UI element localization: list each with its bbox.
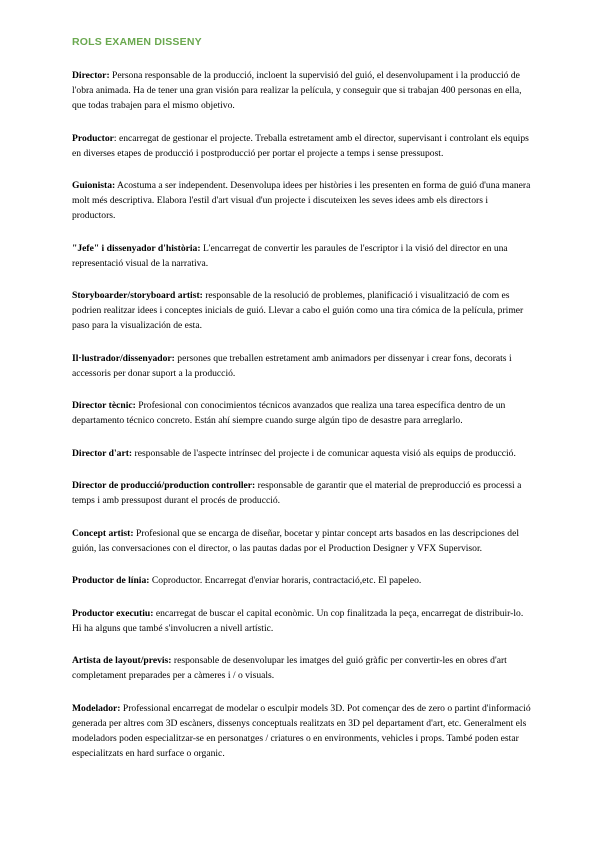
role-entry-director xyxy=(72,68,532,113)
role-definition: Coproductor. Encarregat d'enviar horaris, contractació,etc. El papeleo. xyxy=(149,575,422,586)
role-entry-guionista xyxy=(72,178,532,223)
role-term: Storyboarder/storyboard artist: xyxy=(72,290,203,301)
role-term: Productor executiu: xyxy=(72,607,154,619)
role-entry-artista-layout xyxy=(72,653,532,683)
role-entry-jefe-dissenyador-historia xyxy=(72,241,532,271)
role-term: Artista de layout/previs: xyxy=(72,655,172,666)
role-definition: responsable de la resolució de problemes, planificació i visualització de com es podrien realitzar idees i conceptes inicials de guió. Llevar a cabo el guión como una tira cómica de la película, primer paso para la visualización de esta. xyxy=(72,290,524,331)
role-term: Director tècnic: xyxy=(72,400,136,411)
role-definition: : encarregat de gestionar el projecte. Treballa estretament amb el director, supervisant i controlant els equips en diverses etapes de producció i postproducció per portar el projecte a temps i sense pressupost. xyxy=(72,132,529,159)
role-definition: responsable de l'aspecte intrínsec del projecte i de comunicar aquesta visió als equips de producció. xyxy=(132,447,516,459)
role-definition: L'encarregat de convertir les paraules de l'escriptor i la visió del director en una representació visual de la narrativa. xyxy=(72,242,508,269)
role-term: Il·lustrador/dissenyador: xyxy=(72,352,175,364)
role-term: Modelador: xyxy=(72,702,121,714)
role-list xyxy=(72,68,532,778)
role-definition: encarregat de buscar el capital econòmic. Un cop finalitzada la peça, encarregat de distribuir-lo. Hi ha alguns que també s'involucren a nivell artístic. xyxy=(72,607,524,634)
role-entry-storyboarder xyxy=(72,288,532,333)
role-definition: responsable de desenvolupar les imatges del guió gràfic per convertir-les en obres d'art completament preparades per a càmeres i / o visuals. xyxy=(72,655,507,681)
role-entry-illustrador xyxy=(72,351,532,381)
role-term: Concept artist: xyxy=(72,527,134,539)
role-term: Director d'art: xyxy=(72,447,133,459)
role-entry-director-tecnic xyxy=(72,398,532,428)
role-definition: persones que treballen estretament amb animadors per dissenyar i crear fons, decorats i accessoris per donar suport a la producció. xyxy=(72,352,512,379)
role-term: Director: xyxy=(72,70,110,81)
role-term: "Jefe" i dissenyador d'història: xyxy=(72,242,201,254)
role-term: Director de producció/production controller: xyxy=(72,480,256,491)
role-entry-director-produccio xyxy=(72,478,532,508)
role-definition: Professional encarregat de modelar o esculpir models 3D. Pot començar des de zero o partint d'informació generada per altres com 3D escàners, dissenys conceptuals realitzats en 3D pel departament d'art, etc. Generalment els modeladors poden especialitzar-se en personatges / criatures o en environments, vehicles i props. També poden estar especialitzats en hard surface o organic. xyxy=(72,702,531,759)
role-entry-productor xyxy=(72,131,532,161)
role-term: Productor xyxy=(72,132,114,144)
role-term: Guionista: xyxy=(72,180,116,191)
role-entry-modelador xyxy=(72,701,532,761)
document-title: ROLS EXAMEN DISSENY xyxy=(72,36,202,48)
role-definition: responsable de garantir que el material de preproducció es processi a temps i amb pressupost durant el procés de producció. xyxy=(72,480,522,506)
role-entry-productor-linia xyxy=(72,573,532,588)
role-term: Productor de línia: xyxy=(72,575,150,586)
role-entry-director-art xyxy=(72,446,532,461)
role-definition: Profesional que se encarga de diseñar, bocetar y pintar concept arts basados en las descripciones del guión, las conversaciones con el director, o las pautas dadas por el Production Designer y VFX Supervisor. xyxy=(72,527,519,554)
role-definition: Acostuma a ser independent. Desenvolupa idees per històries i les presenten en forma de guió d'una manera molt més descriptiva. Elabora l'estil d'art visual d'un projecte i discuteixen les seves idees amb els directors i productors. xyxy=(72,180,531,221)
role-entry-productor-executiu xyxy=(72,606,532,636)
role-definition: Profesional con conocimientos técnicos avanzados que realiza una tarea específica dentro de un departamento técnico concreto. Están ahí siempre cuando surge algún tipo de desastre para arreglarlo. xyxy=(72,400,506,426)
role-definition: Persona responsable de la producció, incloent la supervisió del guió, el desenvolupament i la producció de l'obra animada. Ha de tener una gran visión para realizar la película, y conseguir que si trabajan 400 personas en ella, que todas trabajen para el mismo objetivo. xyxy=(72,70,522,111)
role-entry-concept-artist xyxy=(72,526,532,556)
